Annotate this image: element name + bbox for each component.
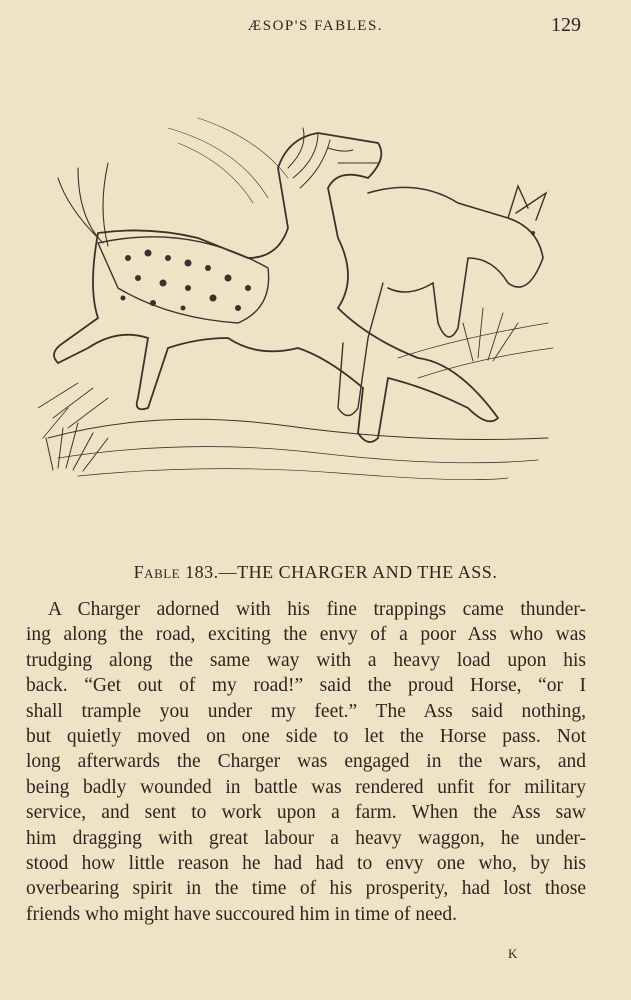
signature-mark: K xyxy=(508,946,518,961)
fable-number-title: 183.—THE CHARGER AND THE ASS. xyxy=(185,562,498,582)
text-line: being badly wounded in battle was rendered unfit for military xyxy=(26,776,586,798)
text-line: long afterwards the Charger was engaged in the wars, and xyxy=(26,751,586,773)
fable-label: Fable xyxy=(133,562,181,582)
text-line: trudging along the same way with a heavy load upon his xyxy=(26,649,586,671)
text-line: service, and sent to work upon a farm. When the Ass saw xyxy=(26,802,586,824)
engraving-horse-and-ass-icon xyxy=(38,108,558,493)
page-number: 129 xyxy=(551,14,581,36)
text-line: but quietly moved on one side to let the Horse pass. Not xyxy=(26,726,586,748)
text-line: overbearing spirit in the time of his prosperity, had lost those xyxy=(26,878,586,900)
fable-body xyxy=(26,597,586,927)
text-line: stood how little reason he had had to envy one who, by his xyxy=(26,853,586,875)
text-line: shall trample you under my feet.” The Ass said nothing, xyxy=(26,700,586,722)
text-line: ing along the road, exciting the envy of a poor Ass who was xyxy=(26,624,586,646)
text-line: friends who might have succoured him in time of need. xyxy=(26,903,458,925)
book-title: ÆSOP'S FABLES. xyxy=(247,18,384,34)
text-line: A Charger adorned with his fine trappings came thunder- xyxy=(48,599,586,620)
fable-title xyxy=(0,562,631,583)
text-line: him dragging with great labour a heavy waggon, he under- xyxy=(26,827,586,849)
running-head xyxy=(0,14,631,38)
text-line: back. “Get out of my road!” said the proud Horse, “or I xyxy=(26,675,586,697)
